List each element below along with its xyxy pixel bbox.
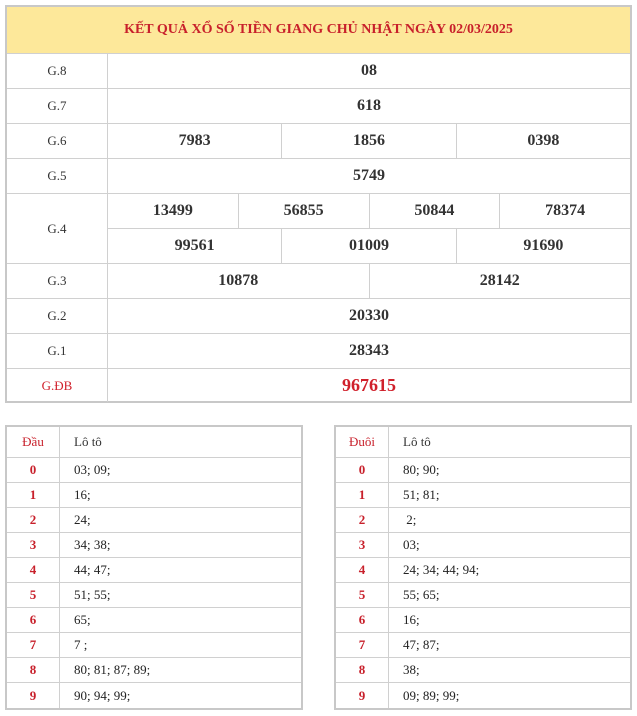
loto-tail-digit: 1 xyxy=(336,483,389,507)
loto-tail-values: 24; 34; 44; 94; xyxy=(403,562,480,577)
loto-head-row xyxy=(7,633,301,658)
prize-number: 56855 xyxy=(238,194,369,228)
prize-values-line xyxy=(108,299,630,333)
prize-values xyxy=(108,194,630,263)
loto-tail-digit: 8 xyxy=(336,658,389,682)
loto-tail-digit: 0 xyxy=(336,458,389,482)
prize-values xyxy=(108,369,630,402)
prize-label: G.3 xyxy=(7,264,108,298)
prize-number: 91690 xyxy=(456,229,630,263)
loto-tail-col1-header: Đuôi xyxy=(336,427,389,457)
loto-tail-values: 55; 65; xyxy=(403,587,440,602)
prize-values xyxy=(108,264,630,298)
loto-head-row xyxy=(7,508,301,533)
loto-head-row xyxy=(7,608,301,633)
prize-values xyxy=(108,159,630,193)
loto-tail-header-row xyxy=(336,427,630,458)
prize-row xyxy=(7,334,630,369)
loto-tail-values: 51; 81; xyxy=(403,487,440,502)
loto-head-values: 03; 09; xyxy=(74,462,111,477)
prize-label: G.4 xyxy=(7,194,108,263)
loto-head-col1-header: Đầu xyxy=(7,427,60,457)
loto-tail-table xyxy=(334,425,632,710)
loto-head-digit: 5 xyxy=(7,583,60,607)
prize-row xyxy=(7,194,630,264)
loto-head-values: 51; 55; xyxy=(74,587,111,602)
loto-tail-values: 80; 90; xyxy=(403,462,440,477)
loto-head-digit: 9 xyxy=(7,683,60,708)
prize-row xyxy=(7,264,630,299)
results-table xyxy=(5,5,632,403)
loto-head-values: 7 ; xyxy=(74,637,88,652)
loto-tail-values: 47; 87; xyxy=(403,637,440,652)
loto-tail-row xyxy=(336,533,630,558)
loto-tail-row xyxy=(336,683,630,708)
loto-head-values: 44; 47; xyxy=(74,562,111,577)
loto-head-body xyxy=(7,458,301,708)
prize-label: G.6 xyxy=(7,124,108,158)
prize-values-line xyxy=(108,264,630,298)
prize-values-line xyxy=(108,334,630,368)
loto-tail-row xyxy=(336,608,630,633)
loto-tail-row xyxy=(336,583,630,608)
loto-head-row xyxy=(7,683,301,708)
loto-head-digit: 2 xyxy=(7,508,60,532)
loto-head-row xyxy=(7,458,301,483)
loto-tail-values: 16; xyxy=(403,612,420,627)
loto-tail-col2-header: Lô tô xyxy=(403,434,431,449)
prize-number: 99561 xyxy=(174,237,215,254)
prize-number: 08 xyxy=(361,62,377,79)
prize-row xyxy=(7,159,630,194)
prize-row xyxy=(7,54,630,89)
loto-tail-digit: 4 xyxy=(336,558,389,582)
prize-row xyxy=(7,299,630,334)
loto-head-table xyxy=(5,425,303,710)
loto-head-digit: 6 xyxy=(7,608,60,632)
loto-tail-row xyxy=(336,483,630,508)
prize-number: 5749 xyxy=(353,167,385,184)
prize-number: 28142 xyxy=(369,264,631,298)
prize-values-line xyxy=(108,159,630,193)
prize-label: G.2 xyxy=(7,299,108,333)
loto-head-header-row xyxy=(7,427,301,458)
prize-values-line xyxy=(108,54,630,88)
prize-number: 28343 xyxy=(349,342,389,359)
prize-label: G.5 xyxy=(7,159,108,193)
loto-head-row xyxy=(7,558,301,583)
loto-tail-body xyxy=(336,458,630,708)
prize-values xyxy=(108,54,630,88)
loto-tail-digit: 3 xyxy=(336,533,389,557)
prize-number: 13499 xyxy=(152,202,193,219)
prize-row xyxy=(7,369,630,402)
loto-head-col2-header: Lô tô xyxy=(74,434,102,449)
prize-number: 0398 xyxy=(456,124,630,158)
prize-values xyxy=(108,299,630,333)
loto-head-row xyxy=(7,583,301,608)
prize-values xyxy=(108,334,630,368)
prize-values-line xyxy=(108,124,630,158)
loto-tail-row xyxy=(336,558,630,583)
results-title: KẾT QUẢ XỔ SỐ TIỀN GIANG CHỦ NHẬT NGÀY 02/03/2025 xyxy=(7,7,630,54)
prize-row xyxy=(7,124,630,159)
prize-number: 01009 xyxy=(281,229,455,263)
prize-values-line xyxy=(108,194,630,228)
loto-tail-row xyxy=(336,633,630,658)
loto-head-values: 80; 81; 87; 89; xyxy=(74,662,151,677)
loto-tail-digit: 6 xyxy=(336,608,389,632)
prize-number: 967615 xyxy=(342,375,396,395)
prize-values xyxy=(108,124,630,158)
loto-head-digit: 7 xyxy=(7,633,60,657)
prize-label: G.ĐB xyxy=(7,369,108,402)
loto-head-row xyxy=(7,483,301,508)
prize-label: G.7 xyxy=(7,89,108,123)
loto-tail-digit: 7 xyxy=(336,633,389,657)
prize-number: 10878 xyxy=(218,272,259,289)
prize-number: 78374 xyxy=(499,194,630,228)
loto-head-digit: 3 xyxy=(7,533,60,557)
loto-tail-values: 38; xyxy=(403,662,420,677)
loto-head-values: 34; 38; xyxy=(74,537,111,552)
loto-tail-values: 03; xyxy=(403,537,420,552)
prize-rows xyxy=(7,54,630,402)
loto-head-values: 65; xyxy=(74,612,91,627)
prize-number: 7983 xyxy=(178,132,211,149)
loto-head-digit: 4 xyxy=(7,558,60,582)
prize-number: 1856 xyxy=(281,124,455,158)
loto-tail-row xyxy=(336,458,630,483)
prize-number: 618 xyxy=(357,97,381,114)
loto-head-values: 16; xyxy=(74,487,91,502)
loto-head-row xyxy=(7,658,301,683)
prize-number: 20330 xyxy=(349,307,389,324)
loto-head-digit: 0 xyxy=(7,458,60,482)
loto-tail-digit: 9 xyxy=(336,683,389,708)
loto-head-values: 90; 94; 99; xyxy=(74,687,131,703)
loto-head-digit: 8 xyxy=(7,658,60,682)
loto-tail-digit: 2 xyxy=(336,508,389,532)
prize-values-line xyxy=(108,89,630,123)
loto-tail-row xyxy=(336,658,630,683)
loto-tail-values: 09; 89; 99; xyxy=(403,687,460,703)
loto-head-row xyxy=(7,533,301,558)
prize-label: G.8 xyxy=(7,54,108,88)
prize-row xyxy=(7,89,630,124)
loto-tail-row xyxy=(336,508,630,533)
prize-values xyxy=(108,89,630,123)
prize-values-line xyxy=(108,369,630,402)
prize-values-line xyxy=(108,228,630,263)
prize-label: G.1 xyxy=(7,334,108,368)
loto-tail-values: 2; xyxy=(403,512,417,527)
prize-number: 50844 xyxy=(369,194,500,228)
loto-tail-digit: 5 xyxy=(336,583,389,607)
loto-head-digit: 1 xyxy=(7,483,60,507)
loto-head-values: 24; xyxy=(74,512,91,527)
